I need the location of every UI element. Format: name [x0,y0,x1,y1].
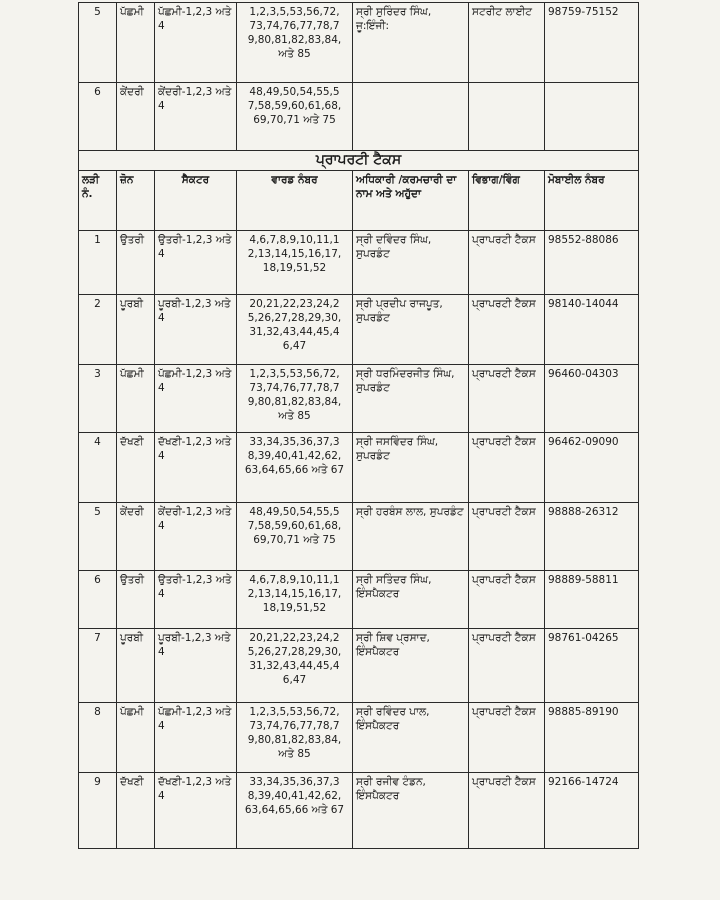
wards-cell: 48,49,50,54,55,5 7,58,59,60,61,68, 69,70,71 ਅਤੇ 75 [237,503,353,571]
wards-cell: 1,2,3,5,53,56,72, 73,74,76,77,78,7 9,80,81,82,83,84, ਅਤੇ 85 [237,703,353,773]
header-mobile: ਮੋਬਾਈਲ ਨੰਬਰ [545,171,639,231]
table-row [79,231,639,295]
zone-cell: ਉਤਰੀ [117,231,155,295]
table-row [79,703,639,773]
wards-cell: 33,34,35,36,37,3 8,39,40,41,42,62, 63,64,65,66 ਅਤੇ 67 [237,773,353,849]
sector-cell: ਉਤਰੀ-1,2,3 ਅਤੇ 4 [155,571,237,629]
officer-cell: ਸ੍ਰੀ ਸਤਿੰਦਰ ਸਿੰਘ, ਇੰਸਪੈਕਟਰ [353,571,469,629]
zone-cell: ਕੇਂਦਰੀ [117,503,155,571]
zone-cell: ਦੱਖਣੀ [117,773,155,849]
wards-cell: 20,21,22,23,24,2 5,26,27,28,29,30, 31,32,43,44,45,4 6,47 [237,295,353,365]
header-wards: ਵਾਰਡ ਨੰਬਰ [237,171,353,231]
section-row [79,151,639,171]
section-title: ਪ੍ਰਾਪਰਟੀ ਟੈਕਸ [79,151,639,171]
sector-cell: ਕੇਂਦਰੀ-1,2,3 ਅਤੇ 4 [155,83,237,151]
mobile-cell: 98759-75152 [545,3,639,83]
officer-cell: ਸ੍ਰੀ ਦਵਿੰਦਰ ਸਿੰਘ, ਸੁਪਰਡੰਟ [353,231,469,295]
officer-cell: ਸ੍ਰੀ ਜਸਵਿੰਦਰ ਸਿੰਘ, ਸੁਪਰਡੰਟ [353,433,469,503]
mobile-cell [545,83,639,151]
zone-cell: ਪੱਛਮੀ [117,365,155,433]
mobile-cell: 92166-14724 [545,773,639,849]
serial-number: 4 [79,433,117,503]
table-row [79,365,639,433]
serial-number: 6 [79,571,117,629]
officer-cell: ਸ੍ਰੀ ਧਰਮਿੰਦਰਜੀਤ ਸਿੰਘ, ਸੁਪਰਡੰਟ [353,365,469,433]
officer-cell: ਸ੍ਰੀ ਰਜੀਵ ਟੰਡਨ, ਇੰਸਪੈਕਟਰ [353,773,469,849]
header-row [79,171,639,231]
officer-cell: ਸ੍ਰੀ ਸ਼ਿਵ ਪ੍ਰਸਾਦ, ਇੰਸਪੈਕਟਰ [353,629,469,703]
department-cell: ਪ੍ਰਾਪਰਟੀ ਟੈਕਸ [469,773,545,849]
mobile-cell: 98140-14044 [545,295,639,365]
officer-cell: ਸ੍ਰੀ ਸੁਰਿੰਦਰ ਸਿੰਘ, ਜੂ:ਇੰਜੀ: [353,3,469,83]
zone-cell: ਪੂਰਬੀ [117,629,155,703]
department-cell: ਪ੍ਰਾਪਰਟੀ ਟੈਕਸ [469,571,545,629]
header-zone: ਜ਼ੋਨ [117,171,155,231]
wards-cell: 4,6,7,8,9,10,11,1 2,13,14,15,16,17, 18,19,51,52 [237,231,353,295]
sector-cell: ਪੱਛਮੀ-1,2,3 ਅਤੇ 4 [155,3,237,83]
officer-cell: ਸ੍ਰੀ ਰਵਿੰਦਰ ਪਾਲ, ਇੰਸਪੈਕਟਰ [353,703,469,773]
department-cell: ਪ੍ਰਾਪਰਟੀ ਟੈਕਸ [469,231,545,295]
serial-number: 2 [79,295,117,365]
header-sector: ਸੈਕਟਰ [155,171,237,231]
mobile-cell: 96462-09090 [545,433,639,503]
mobile-cell: 98889-58811 [545,571,639,629]
wards-cell: 48,49,50,54,55,5 7,58,59,60,61,68, 69,70,71 ਅਤੇ 75 [237,83,353,151]
department-cell: ਸਟਰੀਟ ਲਾਈਟ [469,3,545,83]
sector-cell: ਪੱਛਮੀ-1,2,3 ਅਤੇ 4 [155,703,237,773]
sector-cell: ਪੂਰਬੀ-1,2,3 ਅਤੇ 4 [155,295,237,365]
serial-number: 8 [79,703,117,773]
sector-cell: ਉਤਰੀ-1,2,3 ਅਤੇ 4 [155,231,237,295]
table-row [79,433,639,503]
zone-cell: ਪੱਛਮੀ [117,703,155,773]
mobile-cell: 96460-04303 [545,365,639,433]
department-cell: ਪ੍ਰਾਪਰਟੀ ਟੈਕਸ [469,703,545,773]
table-row [79,571,639,629]
mobile-cell: 98552-88086 [545,231,639,295]
sector-cell: ਕੇਂਦਰੀ-1,2,3 ਅਤੇ 4 [155,503,237,571]
department-cell: ਪ੍ਰਾਪਰਟੀ ਟੈਕਸ [469,365,545,433]
sector-cell: ਪੱਛਮੀ-1,2,3 ਅਤੇ 4 [155,365,237,433]
serial-number: 3 [79,365,117,433]
wards-cell: 1,2,3,5,53,56,72, 73,74,76,77,78,7 9,80,81,82,83,84, ਅਤੇ 85 [237,365,353,433]
serial-number: 9 [79,773,117,849]
officer-cell: ਸ੍ਰੀ ਪ੍ਰਦੀਪ ਰਾਜਪੂਤ, ਸੁਪਰਡੰਟ [353,295,469,365]
table-row [79,295,639,365]
zone-cell: ਕੇਂਦਰੀ [117,83,155,151]
officer-cell: ਸ੍ਰੀ ਹਰਬੰਸ ਲਾਲ, ਸੁਪਰਡੰਟ [353,503,469,571]
sector-cell: ਦੱਖਣੀ-1,2,3 ਅਤੇ 4 [155,773,237,849]
table-row [79,773,639,849]
zone-cell: ਪੱਛਮੀ [117,3,155,83]
serial-number: 1 [79,231,117,295]
zone-cell: ਪੂਰਬੀ [117,295,155,365]
header-department: ਵਿਭਾਗ/ਵਿੰਗ [469,171,545,231]
table-row [79,503,639,571]
department-cell: ਪ੍ਰਾਪਰਟੀ ਟੈਕਸ [469,295,545,365]
serial-number: 7 [79,629,117,703]
serial-number: 5 [79,3,117,83]
officers-table [78,2,639,849]
department-cell: ਪ੍ਰਾਪਰਟੀ ਟੈਕਸ [469,433,545,503]
serial-number: 6 [79,83,117,151]
header-officer: ਅਧਿਕਾਰੀ /ਕਰਮਚਾਰੀ ਦਾ ਨਾਮ ਅਤੇ ਅਹੁੱਦਾ [353,171,469,231]
wards-cell: 20,21,22,23,24,2 5,26,27,28,29,30, 31,32,43,44,45,4 6,47 [237,629,353,703]
wards-cell: 4,6,7,8,9,10,11,1 2,13,14,15,16,17, 18,19,51,52 [237,571,353,629]
sector-cell: ਪੂਰਬੀ-1,2,3 ਅਤੇ 4 [155,629,237,703]
serial-number: 5 [79,503,117,571]
wards-cell: 33,34,35,36,37,3 8,39,40,41,42,62, 63,64,65,66 ਅਤੇ 67 [237,433,353,503]
table-row [79,629,639,703]
table-row [79,3,639,83]
department-cell [469,83,545,151]
zone-cell: ਦੱਖਣੀ [117,433,155,503]
wards-cell: 1,2,3,5,53,56,72, 73,74,76,77,78,7 9,80,81,82,83,84, ਅਤੇ 85 [237,3,353,83]
department-cell: ਪ੍ਰਾਪਰਟੀ ਟੈਕਸ [469,629,545,703]
mobile-cell: 98888-26312 [545,503,639,571]
sector-cell: ਦੱਖਣੀ-1,2,3 ਅਤੇ 4 [155,433,237,503]
header-serial: ਲੜੀ ਨੰ. [79,171,117,231]
mobile-cell: 98885-89190 [545,703,639,773]
zone-cell: ਉਤਰੀ [117,571,155,629]
table-body [79,3,639,849]
table-row [79,83,639,151]
department-cell: ਪ੍ਰਾਪਰਟੀ ਟੈਕਸ [469,503,545,571]
mobile-cell: 98761-04265 [545,629,639,703]
officer-cell [353,83,469,151]
